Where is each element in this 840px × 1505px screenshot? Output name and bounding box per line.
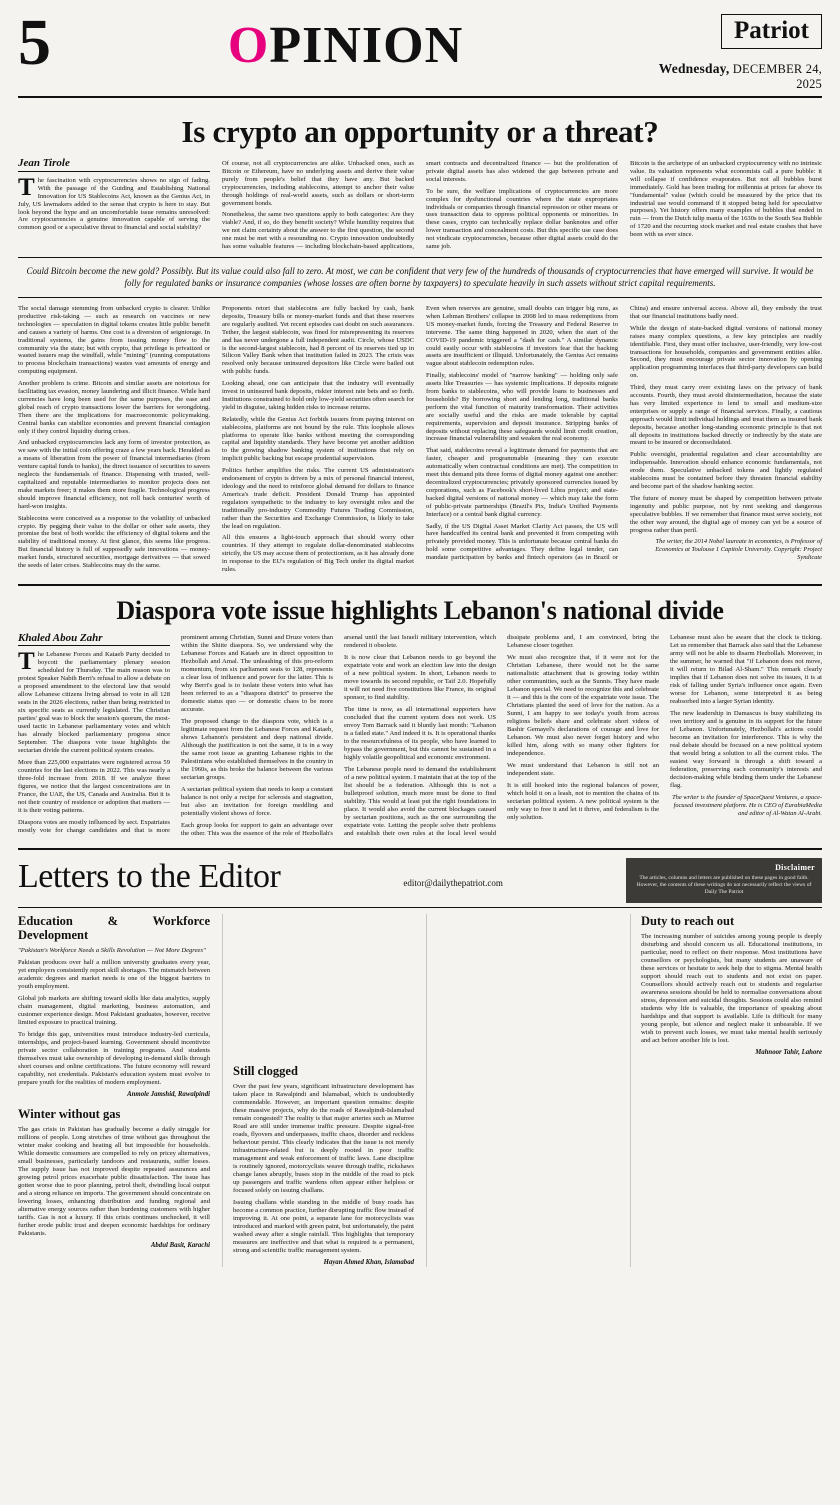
article1-paragraph: The social damage stemming from unbacked crypto is clearer. Unlike productive risk-taking — such as research on vaccines or new technologies — speculation in digital tokens creates little public benefit and causes a variety of harms. One cost is a diversion of seigniorage. In traditional systems, the gains from issuing money flow to the community via the state; but with crypto, that privilege is privatized or wasted issuers reap the windfall, while "mining" (running computations to process blockchain transactions) wastes vast amounts of energy and computing equipment.: [18, 304, 210, 376]
article1-paragraph: Stablecoins were conceived as a response to the volatility of unbacked crypto. By pegging their value to the dollar or other safe assets, they promise the best of both worlds: the efficiency of digital tokens and the stability of traditional money. At first glance, this seems like progress. But financial history is full of supposedly safe innovations — money-market funds, structured securities, mortgage derivatives — that sowed the seeds of later crises. Stablecoins may do the same.: [18, 514, 210, 570]
letter-author: Abdul Basit, Karachi: [150, 1241, 210, 1249]
date-day-of-week: Wednesday,: [658, 61, 730, 76]
letter-title: Still clogged: [233, 1063, 298, 1078]
letter-author: Mahnoor Tahir, Lahore: [755, 1048, 822, 1056]
article1-paragraph: All this ensures a light-touch approach that should worry other countries. If they attempt to regulate dollar-denominated stablecoins strictly, the US may accuse them of protectionism, as it has already done in response to the EU's regulation of Big Tech under its digital market rules.: [222, 534, 414, 574]
article2-paragraph: Each group looks for support to gain an advantage over the other. This was the essence of the role of Hezbollah's arsenal until the last Israeli military intervention, which rendered it obsolete.: [181, 633, 496, 837]
article1-paragraph: To be sure, the welfare implications of cryptocurrencies are more complex for dysfunctional countries where the state expropriates individuals or companies through financial repression or other means or uses transaction data to oppress political opponents or minorities. In these cases, crypto can technically replace dollar banknotes and offer lower transaction and concealment costs. But this specific use case does not vindicate cryptocurrencies, because other digital assets could do the same job.: [426, 187, 618, 251]
article1-paragraph: The future of money must be shaped by competition between private ingenuity and public purpose, not by rent seeking and dangerous speculative bubbles. If we remember that finance must serve society, not the other way around, the digital age of money can yet be a source of progress rather than peril.: [630, 494, 822, 534]
letter-paragraph: Pakistan produces over half a million university graduates every year, yet employers consistently report skill shortages. The mismatch between academic degrees and market needs is one of the biggest barriers to youth employment.: [18, 958, 210, 990]
article1-paragraph: Bitcoin is the archetype of an unbacked cryptocurrency with no intrinsic value. Its valuation represents what economists call a pure bubble: it will collapse if confidence evaporates. But not all bubbles burst immediately. Gold has been trading for millennia at prices far above its "fundamental" value (which could be measured by the price that its industrial use would command if it stopped being held for speculative purposes). Yet history offers many examples of bubbles that ended in ruin — from the Dutch tulip mania of the 1630s to the South Sea Bubble of 1720 and the recurring stock market and real estate crashes that have been with us ever since.: [630, 160, 822, 239]
date-value: DECEMBER 24, 2025: [732, 62, 822, 91]
article1-pullquote: Could Bitcoin become the new gold? Possibly. But its value could also fall to zero. At most, we can be confident that very few of the hundreds of thousands of cryptocurrencies that have emerged will survive. It would be folly for regulated banks or insurance companies (whose losses are often borne by taxpayers) to speculate heavily in such assets without strict capital requirements.: [18, 257, 822, 298]
article1-paragraph: And unbacked cryptocurrencies lack any form of investor protection, as we saw with the initial coin offering craze a few years back. Heralded as a means of liberation from the power of financial intermediaries (from venture capital funds to banks), the direct issuance of securities to savers neglects the fundamentals of finance. Dispensing with trusted, well-capitalized and reputable intermediaries to monitor projects does not make markets freer; it makes them more fragile. Technological progress should improve financial efficiency, not roll back centuries' worth of hard-won insights.: [18, 439, 210, 510]
letter-paragraph: The increasing number of suicides among young people is deeply disturbing and should concern us all. Educational institutions, in particular, need to reflect on their response. Most institutions have counsellors or psychologists, but many students are unaware of these services or hesitate to seek help due to stigma. Mental health support should reach out to students and not exist on paper. Counsellors should actively reach out to students and regularise awareness sessions should be held to normalise conversations about stress, depression and suicidal thoughts. Sessions could also remind students why life is valuable, the importance of speaking about hardships and that support is available. Life is difficult for many young people, but silence and neglect make it unbearable. If we wish to prevent such losses, we must take mental health seriously and act before another life is lost.: [641, 932, 822, 1044]
article2-paragraph: The time is now, as all international supporters have concluded that the current system does not work. US envoy Tom Barrack said it bluntly last month: "Lebanon is a failed state." And indeed it is. It is operational thanks to the resourcefulness of its people, who have learned to bypass the government, but this cannot be sustained in a highly volatile geopolitical and economic environment.: [344, 705, 496, 761]
article2-paragraph: The new leadership in Damascus is busy stabilizing its own territory and is genuine in its support for the future of Lebanon. Unfortunately, Hezbollah's actions could become an invitation for interference. This is why the real debate should be focused on a new political system that would bring a solution to all the current risks. The easiest way forward is through a shift toward a federation, preserving each community's interests and decision-making while binding them under the Lebanese flag.: [670, 709, 822, 789]
article1-paragraph: Public oversight, prudential regulation and clear accountability are indispensable. Innovation should enhance economic fundamentals, not erode them. Speculative unbacked tokens and lightly regulated stablecoins must be contained before they threaten financial stability and become part of the shadow banking sector.: [630, 451, 822, 490]
letter-column-2: [222, 914, 414, 1267]
letter-quote: "Pakistan's Workforce Needs a Skills Revolution — Not More Degrees": [18, 946, 206, 954]
article2-paragraph: We must also recognize that, if it were not for the Christian Lebanese, there would not be the same nationalistic attachment that is growing today within other communities, such as the Sunnis. They have made Lebanon special. We need to recognize this and celebrate it — and this is the core of the expatriate vote issue. The Christians planted the seed of love for the nation. As a Sunni, I am happy to see today's youth from across religions beliefs share and celebrate short videos of Bashir Gemayel's declarations of courage and love for Lebanon. We must also never forget history and who killed him, along with so many other fighters for independence.: [507, 653, 659, 757]
article1-paragraph: The fascination with cryptocurrencies shows no sign of fading. With the passage of the Guiding and Establishing National Innovation for US Stablecoins Act, known as the Genius Act, in July, US lawmakers added to the sense that crypto is here to stay. But look beyond the hype and an uncomfortable issue remains unresolved: Are cryptocurrencies a genuine innovation capable of serving the common good or a speculative threat to financial and social stability?: [18, 173, 210, 232]
article2-paragraph: A sectarian political system that needs to keep a constant balance is not only a recipe for sclerosis and stagnation, but also an invitation for foreign meddling and potentially violent shows of force.: [181, 785, 333, 817]
letters-title: Letters to the Editor: [18, 857, 281, 895]
disclaimer-title: Disclaimer: [775, 862, 815, 872]
article1-headline: Is crypto an opportunity or a threat?: [181, 114, 659, 149]
article2-paragraph: The Lebanese people need to demand the establishment of a new political system. I maintain that at the top of the list should be a federation. Although this is not a bulletproof solution, much more must be done to find stability. This would at least put the right foundations in place. It would also avoid the current blockages caused by sectarian positions, such as the one surrounding the expatriate vote. Letting the people solve their problems and establish their own rules at the local level would dissipate problems and, I am convinced, bring the Lebanese closer together.: [344, 633, 659, 837]
article2-paragraph: It is now clear that Lebanon needs to go beyond the expatriate vote and work an election law into the design of a new political system. In short, Lebanon needs to move towards its second republic, or Taif 2.0. Hopefully it will not need five constitutions like France, its original sponsor, to find stability.: [344, 653, 496, 701]
letter-paragraph: Global job markets are shifting toward skills like data analytics, supply chain management, digital marketing, business automation, and customer experience design. Most Pakistani graduates, however, receive limited exposure to practical training.: [18, 994, 210, 1026]
letter-subtitle: Winter without gas: [18, 1106, 121, 1121]
article1-paragraph: Proponents retort that stablecoins are fully backed by cash, bank deposits, Treasury bills or money-market funds and that these reserves are regularly audited. Yet recent episodes cast doubt on such assurances. Tether, the largest stablecoin, was fined for misrepresenting its reserves and has never undergone a full independent audit. Circle, whose USDC is the second-largest stablecoin, had 8 percent of its reserves tied up in Silicon Valley Bank when that institution failed in 2023. The crisis was resolved only because uninsured depositors like Circle were bailed out with public funds.: [222, 304, 414, 376]
article2-paragraph: More than 225,000 expatriates were registered across 59 countries for the last elections in 2022. This was nearly a three-fold increase from 2018. If we analyze these figures, we notice that the largest concentrations are in France, the UAE, the US, Canada and Australia. But it is not their country of residence or adoption that matters — it is their voting patterns.: [18, 758, 170, 814]
section-divider-2: [18, 848, 822, 850]
page-number: 5: [18, 6, 49, 79]
letter-column-3: [426, 914, 618, 1267]
article1-body: [18, 157, 822, 574]
section-title-initial: O: [227, 17, 270, 74]
article1-paragraph: Nonetheless, the same two questions apply to both categories: Are they viable? And, if so, do they benefit society? While humility requires that we not claim certainty about the answer to the first question, the second one must be met with a resounding no. Crypto innovation undoubtedly has some valuable features — including blockchain-based applications, smart contracts and decentralized finance — but the proliferation of private digital assets has also widened the gap between private and social interests.: [222, 160, 618, 251]
article1-paragraph: Finally, stablecoins' model of "narrow banking" — holding only safe assets like Treasuries — has systemic implications. If deposits migrate from banks to stablecoins, who will provide loans to businesses and households? By borrowing short and lending long, traditional banks perform the vital function of maturity transformation. Their activities are socially useful and the risks are made tolerable by capital requirements, supervision and deposit insurance. Stripping banks of deposits without replacing these safeguards would limit credit creation, increase financial vulnerability and weaken the real economy.: [426, 372, 618, 443]
article1-signature: The writer, the 2014 Nobel laureate in economics, is Professor of Economics at Toulouse 1 Capitole University. Copyright: Project Syndicate: [655, 538, 822, 562]
article2-paragraph: Lebanese must also be aware that the clock is ticking. Let us remember that Barrack also said that the Lebanese army will not be able to disarm Hezbollah. Moreover, in the summer, he warned that "if Lebanon does not move, it will return to Bilad Al-Sham." This remark clearly implies that if Lebanon does not solve its issues, it is at risk of falling under Syria's influence once again. Even worse for Lebanon, some interpreted it as being reabsorbed into a larger Syrian identity.: [670, 633, 822, 705]
section-divider: [18, 584, 822, 586]
letter-column-1: [18, 914, 210, 1267]
article1-paragraph: Third, they must carry over existing laws on the privacy of bank accounts. Fourth, they must avoid disintermediation, because the state has very limited experience to lend to small and medium-size enterprises or supply a range of financial services. Finally, a cautious approach would limit individual holdings and treat them as insured bank deposits, because another long-standing economic principle is that not all deposits in institutions backed directly or indirectly by the state are meant to be insured or deconsolidated.: [630, 384, 822, 447]
section-title: [49, 14, 642, 72]
article1-paragraph: Relatedly, while the Genius Act forbids issuers from paying interest on stablecoins, platforms are not bound by the rule. This loophole allows platforms to operate like banks without meeting the corresponding capital and liquidity standards. They have become yet another addition to the growing shadow banking system of institutions that rely on implicit public backing but escape prudential supervision.: [222, 415, 414, 463]
article1-paragraph: Looking ahead, one can anticipate that the industry will eventually invest in uninsured bank deposits, riskier interest rate bets and so forth. Institutions constrained to hold only low-yield securities often search for yield in disguise, taking hidden risks to increase returns.: [222, 380, 414, 411]
article2-paragraph: We must understand that Lebanon is still not an independent state.: [507, 761, 659, 777]
masthead: [18, 6, 822, 98]
letters-header: [18, 858, 822, 903]
article1-paragraph: Even when reserves are genuine, small doubts can trigger big runs, as when Lehman Brothers' collapse in 2008 led to mass redemptions from US money-market funds, forcing the Treasury and Federal Reserve to intervene. The same thing happened in 2020, when the start of the COVID-19 pandemic triggered a "dash for cash." A similar dynamic could easily occur with stablecoins if investors fear that the backing assets are insufficient or illiquid. Unfortunately, the Genius Act remains vague about stablecoin redemption rules.: [426, 304, 618, 368]
article2-headline: Diaspora vote issue highlights Lebanon's national divide: [116, 595, 724, 625]
letters-grid: [18, 907, 822, 1267]
article1-paragraph: Another problem is crime. Bitcoin and similar assets are notorious for facilitating tax evasion, money laundering and illicit finance. While hard currencies have long been used for the same purposes, the ease and global reach of crypto transactions lower the barriers for wrongdoing. Then there are the implications for macroeconomic policymaking. Central banks can stabilize economies and prevent financial contagion only if they control liquidity during crises.: [18, 380, 210, 435]
article2-paragraph: It is still hooked into the regional balances of power, which hold it on a leash, not to mention the chains of its sectarian political system. A new political system is the only way to free it and let it thrive, and federalism is the only solution.: [507, 781, 659, 821]
article1-paragraph: Politics further amplifies the risks. The current US administration's endorsement of crypto is driven by a mix of personal financial interest, ideology and the need to reinforce global demand for dollars to finance America's trade deficit. President Donald Trump has appointed regulators sympathetic to the industry to key oversight roles and the traditionally pro-industry Commodity Futures Trading Commission, rather than the Securities and Exchange Commission, is likely to take the lead on regulation.: [222, 467, 414, 530]
letter-author: Anmole Jamshid, Rawalpindi: [127, 1090, 210, 1098]
article2-paragraph: Diaspora votes are mostly influenced by sect. Expatriates mostly vote for change candidates and that is more prominent among Christian, Sunni and Druze voters than within the Shiite diaspora. So, we understand why the Lebanese Forces and Kataeb are in direct opposition to Hezbollah and Amal. The unleashing of this pro-reform momentum, from six parliament seats to 128, represents a clear loss of influence and power for the latter. This is why Berri's goal is to isolate these voters into what has been referred to as a "diaspora district" to preserve the domestic status quo — or domestic chaos to be more accurate.: [18, 633, 333, 834]
brand-name: Patriot: [721, 14, 822, 49]
letter-title: Education & Workforce Development: [18, 913, 210, 942]
letter-column-4: [630, 914, 822, 1267]
letter-author: Hayan Ahmed Khan, Islamabad: [323, 1258, 414, 1266]
article1-paragraph: That said, stablecoins reveal a legitimate demand for payments that are faster, cheaper and programmable (meaning they can execute automatically when contractual conditions are met). The competition to meet this demand pits three forms of digital money against one another: decentralized cryptocurrencies; privately sponsored currencies issued by corporations, such as Facebook's short-lived Libra project; and state-backed digital versions of national money — which may take the form of public-private partnerships (Brazil's Pix, India's Unified Payments Interface) or a central bank digital currency.: [426, 447, 618, 518]
article1-paragraph: Sadly, if the US Digital Asset Market Clarity Act passes, the US will have handcuffed its central bank and prevented it from competing with privately provided money. This is unfortunate because central banks do hold some competitive advantages. They define legal tender, can mandate participation by banks and fintech operators (as in Brazil or China) and ensure universal access. Above all, they embody the trust that our financial institutions badly need.: [426, 304, 822, 562]
letter-paragraph: Over the past few years, significant infrastructure development has taken place in Rawalpindi and Islamabad, which is undoubtedly commendable. However, an important question remains: despite these massive projects, why do the roads of Rawalpindi-Islamabad remain congested? The reality is that major arteries such as Murree Road are still under immense traffic pressure. Despite signal-free roads, flyovers and underpasses, traffic chaos, disorder and reckless behaviour persist. This clearly indicates that the issue is not merely infrastructure-related but is deeply rooted in poor traffic management and weak enforcement of traffic laws. Lane discipline is routinely ignored, motorcyclists weave through traffic, rickshaws change lanes abruptly, buses stop in the middle of the road to pick up passengers and traffic wardens often appear either helpless or focused solely on issuing challans.: [233, 1082, 414, 1194]
brand-block: [642, 14, 822, 92]
article2-paragraph: The proposed change to the diaspora vote, which is a legitimate request from the Lebanese Forces and Kataeb, shows Lebanon's persistent and deep national divide. Although the justification is not the same, it is in a way the same root issue as granting Lebanese rights to the Palestinians who established themselves in the country in the 1960s, as this broke the balance between the various sectarian groups.: [181, 717, 333, 781]
article1-byline: Jean Tirole: [18, 160, 210, 172]
letter-paragraph: To bridge this gap, universities must introduce industry-led curricula, internships, and project-based learning. Government should incentivize private sector collaboration in training programs. And students themselves must take ownership of developing in-demand skills through short courses and online certifications. The future economy will reward capability, not credentials. Pakistan's education system must evolve to prepare youth for the realities of modern employment.: [18, 1030, 210, 1086]
section-title-rest: PINION: [269, 17, 464, 74]
article2-paragraph: The Lebanese Forces and Kataeb Party decided to boycott the parliamentary plenary session scheduled for Thursday. The main reason was to protest Speaker Nabih Berri's refusal to allow a debate on a proposed amendment to the electoral law that would allow Lebanese citizens living abroad to vote in all 128 seats in the 2026 elections, rather than being restricted to six specific seats as currently legislated. The Christian parties' goal was to block the session's quorum, the most-used tactic in Lebanese parliamentary votes and which has already blocked parliamentary progress since September. The diaspora vote issue highlights the sectarian divide the current political system creates.: [18, 647, 170, 754]
disclaimer-text: The articles, columns and letters are published on these pages in good faith. However, the contents of these writings do not necessarily reflect the views of Daily The Patriot: [636, 874, 812, 895]
article2-body: [18, 631, 822, 838]
date-line: [642, 61, 822, 92]
article2-signature: The writer is the founder of SpaceQuest Ventures, a space-focused investment platform. He is CEO of EurabiaMedia and editor of Al-Watan Al-Arabi.: [672, 793, 822, 817]
letter-paragraph: Issuing challans while standing in the middle of busy roads has become a common practice, further disrupting traffic flow instead of improving it. At one point, a separate lane for motorcyclists was introduced and marked with green paint, but unfortunately, the paint washed away after a single rainfall. This highlights that temporary measures are ineffective and that what is required is a permanent, strong and scientific traffic management system.: [233, 1198, 414, 1254]
disclaimer-box: [626, 858, 822, 903]
article2-byline: Khaled Abou Zahr: [18, 634, 170, 646]
letters-email[interactable]: editor@dailythepatriot.com: [403, 877, 503, 888]
article1-paragraph: While the design of state-backed digital versions of national money raises many complex questions, a few key principles are readily identifiable. First, they must offer inclusive, user-friendly, very low-cost transactions for households, companies and government entities alike. Second, they must encourage private sector innovation by opening application programming interfaces that third-party developers can build on.: [630, 324, 822, 380]
letter-paragraph: The gas crisis in Pakistan has gradually become a daily struggle for millions of people. Long stretches of time without gas throughout the winter make cooking and heating all but impossible for households. While domestic consumers are compelled to rely on pricey alternatives, small businesses, particularly tandoors and restaurants, suffer losses. The supply issue has not improved despite repeated assurances and growing petrol prices exacerbate public dissatisfaction. The issue has gotten worse due to poor planning, petrol theft, dwindling local output and a strong reliance on imports. The government should concentrate on lowering losses, enhancing distribution and funding regional and alternative energy sources rather than burdening customers with higher tariffs. Gas is not a luxury. If this crisis continues unchecked, it will further erode public trust and deepen economic hardships for ordinary Pakistanis.: [18, 1125, 210, 1237]
letter-title: Duty to reach out: [641, 913, 735, 928]
article1-paragraph: Of course, not all cryptocurrencies are alike. Unbacked ones, such as Bitcoin or Ethereum, have no underlying assets and derive their value purely from people's belief that they have any. But backed cryptocurrencies, including stablecoins, attempt to anchor their value through holdings of real-world assets, such as dollars or short-term government bonds.: [222, 160, 414, 207]
